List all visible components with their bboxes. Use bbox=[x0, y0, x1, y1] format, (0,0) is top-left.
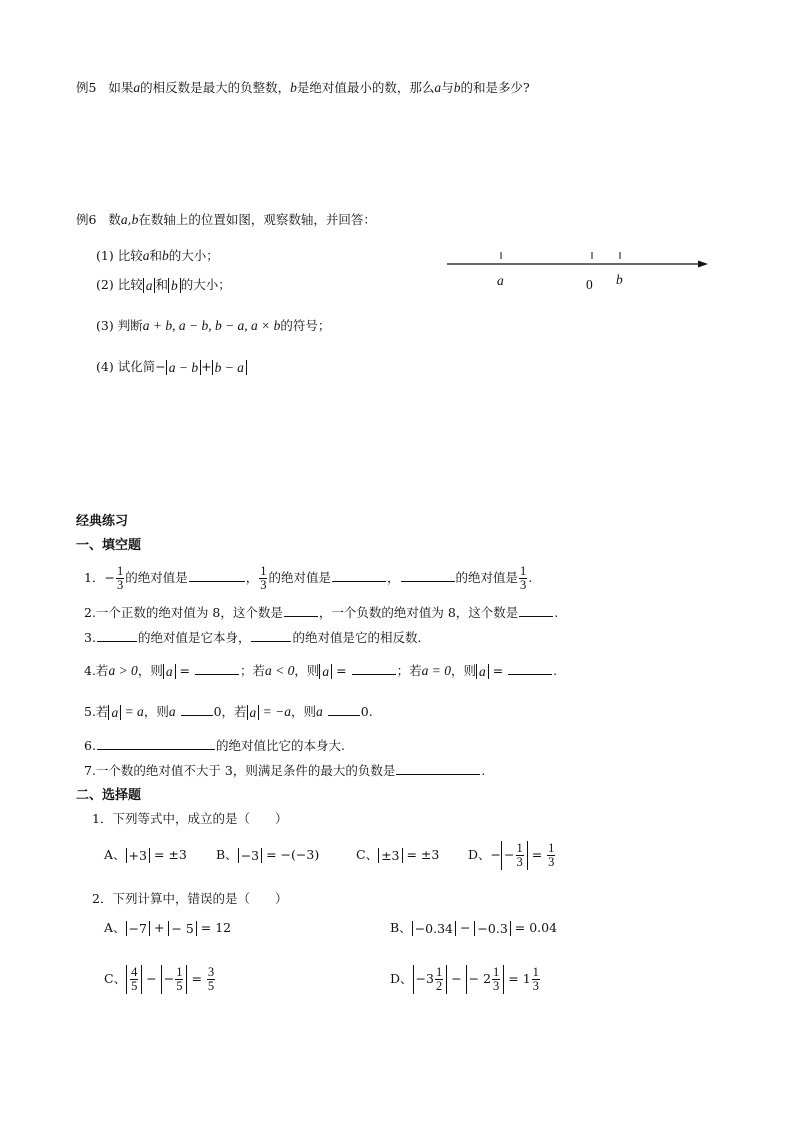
abs-b: b bbox=[168, 278, 181, 293]
var-b: b bbox=[290, 80, 297, 95]
text: ，则 bbox=[294, 663, 320, 678]
text: ；若 bbox=[240, 663, 266, 678]
var-a: a bbox=[168, 704, 176, 719]
minus-sign: − bbox=[490, 847, 502, 862]
abs-value: −7 bbox=[126, 921, 150, 936]
minus-sign: − bbox=[456, 920, 475, 935]
option-label: C、 bbox=[356, 847, 379, 862]
var-a: a bbox=[434, 80, 442, 95]
abs-value bbox=[501, 841, 528, 870]
answer-blank[interactable] bbox=[328, 703, 360, 716]
q-num: (1) bbox=[96, 248, 114, 263]
numerator: 1 bbox=[520, 564, 527, 578]
text: ；若 bbox=[396, 663, 422, 678]
equals: = bbox=[527, 847, 547, 862]
numerator: 1 bbox=[548, 841, 555, 855]
text: 的绝对值是 bbox=[268, 570, 331, 585]
period: . bbox=[528, 570, 533, 585]
number-line bbox=[440, 250, 720, 280]
ex6-question-4 bbox=[96, 358, 247, 376]
abs-a: a bbox=[247, 705, 260, 720]
rhs: = ±3 bbox=[149, 847, 187, 862]
answer-blank[interactable] bbox=[508, 662, 552, 675]
condition: a > 0 bbox=[108, 663, 138, 678]
plus-sign: + bbox=[149, 920, 169, 935]
answer-blank[interactable] bbox=[396, 762, 480, 775]
option-label: D、 bbox=[468, 847, 491, 862]
fraction bbox=[532, 966, 540, 993]
numerator: 3 bbox=[207, 965, 215, 979]
fraction bbox=[435, 966, 443, 993]
equation: = −a bbox=[259, 704, 291, 719]
answer-blank[interactable] bbox=[519, 604, 553, 617]
option-label: B、 bbox=[390, 920, 412, 935]
section-title: 经典练习 bbox=[76, 514, 129, 529]
minus-sign: − bbox=[142, 971, 161, 986]
text: 0，若 bbox=[213, 704, 247, 719]
fraction bbox=[516, 842, 524, 869]
fill-question-1 bbox=[84, 563, 532, 593]
rhs: = −(−3) bbox=[262, 847, 320, 862]
fraction bbox=[207, 966, 215, 993]
abs-a: a bbox=[143, 278, 156, 293]
text: 4.若 bbox=[84, 663, 109, 678]
answer-blank[interactable] bbox=[97, 737, 215, 750]
equals: = bbox=[488, 663, 508, 678]
text: 的绝对值比它的本身大. bbox=[215, 738, 345, 753]
abs-a: a bbox=[108, 705, 121, 720]
text: 和 bbox=[149, 248, 162, 263]
whole-part: − 2 bbox=[468, 971, 492, 986]
text: ，则 bbox=[143, 704, 169, 719]
minus-sign: − bbox=[163, 971, 175, 986]
fraction bbox=[130, 966, 138, 993]
fill-question-6 bbox=[84, 737, 345, 755]
choice-q2-option-d[interactable] bbox=[390, 962, 541, 996]
ex6-question-3 bbox=[96, 317, 330, 335]
fill-question-4 bbox=[84, 662, 557, 680]
equals: = bbox=[332, 663, 351, 678]
equals: = bbox=[175, 663, 194, 678]
choice-question-2-stem: 2．下列计算中，错误的是（ ） bbox=[92, 891, 288, 906]
fraction bbox=[259, 565, 267, 592]
axis-label-zero: 0 bbox=[586, 277, 593, 292]
answer-blank[interactable] bbox=[195, 662, 239, 675]
numerator: 1 bbox=[176, 965, 183, 979]
equals: = 1 bbox=[504, 971, 531, 986]
text: 在数轴上的位置如图，观察数轴，并回答： bbox=[138, 212, 376, 227]
text: 的相反数是最大的负整数， bbox=[140, 80, 291, 95]
equals: = bbox=[187, 971, 206, 986]
example-6 bbox=[76, 211, 376, 229]
q-num: (3) bbox=[96, 318, 114, 333]
example-label: 例6 bbox=[76, 212, 97, 227]
q-num: (2) bbox=[96, 277, 114, 292]
denominator: 5 bbox=[176, 979, 183, 993]
axis-label-a: a bbox=[497, 273, 504, 288]
text: 的符号； bbox=[280, 318, 331, 333]
text: 和 bbox=[155, 277, 168, 292]
text: ，则 bbox=[137, 663, 163, 678]
period: . bbox=[553, 663, 558, 678]
text: 0. bbox=[360, 704, 373, 719]
part-multiple-choice: 二、选择题 bbox=[76, 788, 142, 803]
answer-blank[interactable] bbox=[189, 569, 245, 582]
text: 2.一个正数的绝对值为 8，这个数是 bbox=[84, 605, 283, 620]
abs-value: +3 bbox=[126, 848, 150, 863]
text: ，一个负数的绝对值为 8，这个数是 bbox=[318, 605, 519, 620]
q-num: 3. bbox=[84, 630, 96, 645]
option-label: D、 bbox=[390, 971, 413, 986]
option-label: B、 bbox=[216, 847, 238, 862]
denominator: 3 bbox=[516, 855, 523, 869]
example-label: 例5 bbox=[76, 80, 97, 95]
q-num: 1． bbox=[84, 570, 105, 585]
fraction bbox=[547, 842, 555, 869]
choice-q2-option-b[interactable] bbox=[390, 919, 557, 937]
fraction bbox=[175, 966, 183, 993]
choice-q1-option-b[interactable] bbox=[216, 846, 319, 864]
abs-value: − 5 bbox=[168, 921, 196, 936]
denominator: 3 bbox=[520, 578, 527, 592]
choice-q1-option-a[interactable] bbox=[104, 846, 187, 864]
fraction bbox=[492, 966, 500, 993]
rhs: = 0.04 bbox=[510, 920, 558, 935]
text: 的绝对值是 bbox=[455, 570, 519, 585]
denominator: 3 bbox=[260, 578, 267, 592]
ex6-question-1 bbox=[96, 247, 219, 265]
abs-expr: a − b bbox=[166, 360, 201, 375]
text: 判断 bbox=[117, 318, 143, 333]
plus-sign: + bbox=[201, 359, 212, 374]
comma: ， bbox=[245, 570, 259, 585]
var-b: b bbox=[453, 80, 461, 95]
text: 比较 bbox=[117, 248, 143, 263]
option-label: A、 bbox=[104, 920, 126, 935]
comma: , bbox=[127, 212, 132, 227]
text: 的绝对值是它的相反数. bbox=[292, 630, 422, 645]
fill-question-5 bbox=[84, 703, 373, 721]
abs-a: a bbox=[319, 664, 332, 679]
condition: a = 0 bbox=[421, 663, 451, 678]
answer-blank[interactable] bbox=[401, 569, 455, 582]
abs-value bbox=[413, 965, 448, 994]
fraction bbox=[116, 565, 124, 592]
fraction bbox=[519, 565, 527, 592]
text: 如果 bbox=[108, 80, 134, 95]
answer-blank[interactable] bbox=[352, 662, 396, 675]
text: 5.若 bbox=[84, 704, 109, 719]
text: 的大小； bbox=[180, 277, 231, 292]
denominator: 3 bbox=[493, 979, 500, 993]
text: ，则 bbox=[291, 704, 317, 719]
denominator: 3 bbox=[116, 578, 124, 592]
abs-value: −0.3 bbox=[474, 921, 510, 936]
option-label: C、 bbox=[104, 971, 127, 986]
axis-label-b: b bbox=[616, 272, 623, 287]
numerator: 1 bbox=[532, 965, 539, 979]
answer-blank[interactable] bbox=[284, 604, 318, 617]
condition: a < 0 bbox=[265, 663, 295, 678]
minus-sign: − bbox=[155, 359, 166, 374]
abs-value bbox=[161, 965, 188, 994]
abs-value bbox=[126, 965, 142, 994]
expressions: a + b, a − b, b − a, a × b bbox=[142, 318, 281, 333]
fill-question-3 bbox=[84, 629, 421, 647]
answer-blank[interactable] bbox=[97, 629, 137, 642]
text: 比较 bbox=[117, 277, 143, 292]
minus-sign: − bbox=[447, 971, 466, 986]
text: 是绝对值最小的数，那么 bbox=[296, 80, 435, 95]
text: 7.一个数的绝对值不大于 3，则满足条件的最大的负数是 bbox=[84, 763, 396, 778]
numerator: 1 bbox=[516, 841, 523, 855]
answer-blank[interactable] bbox=[251, 629, 291, 642]
q-num: (4) bbox=[96, 359, 114, 374]
option-label: A、 bbox=[104, 847, 126, 862]
ex6-question-2 bbox=[96, 276, 231, 294]
rhs: = ±3 bbox=[402, 847, 440, 862]
denominator: 2 bbox=[435, 979, 443, 993]
text: 的和是多少? bbox=[460, 80, 530, 95]
answer-blank[interactable] bbox=[332, 569, 386, 582]
var-b: b bbox=[131, 212, 139, 227]
whole-part: −3 bbox=[415, 971, 434, 986]
abs-a: a bbox=[163, 664, 176, 679]
var-b: b bbox=[161, 248, 169, 263]
axis-arrow-icon bbox=[698, 261, 708, 268]
text: 试化简 bbox=[117, 359, 156, 374]
var-a: a bbox=[316, 704, 323, 719]
rhs: = 12 bbox=[196, 920, 232, 935]
denominator: 5 bbox=[207, 979, 215, 993]
denominator: 3 bbox=[548, 855, 555, 869]
fill-question-2 bbox=[84, 604, 558, 622]
part-fill-blank: 一、填空题 bbox=[76, 538, 142, 553]
text: 的绝对值是它本身， bbox=[137, 630, 251, 645]
abs-value: −0.34 bbox=[412, 921, 456, 936]
denominator: 5 bbox=[131, 979, 138, 993]
minus-sign: − bbox=[104, 570, 115, 585]
period: . bbox=[554, 605, 559, 620]
choice-q1-option-d[interactable] bbox=[468, 840, 556, 870]
abs-value bbox=[466, 965, 505, 994]
choice-q2-option-a[interactable] bbox=[104, 919, 231, 937]
numerator: 1 bbox=[493, 965, 500, 979]
text: 的大小； bbox=[168, 248, 219, 263]
numerator: 1 bbox=[435, 965, 443, 979]
denominator: 3 bbox=[532, 979, 539, 993]
comma: ， bbox=[386, 570, 400, 585]
example-5 bbox=[76, 79, 530, 97]
answer-blank[interactable] bbox=[181, 703, 213, 716]
choice-q1-option-c[interactable] bbox=[356, 846, 439, 864]
numerator: 1 bbox=[260, 564, 267, 578]
abs-a: a bbox=[476, 664, 489, 679]
equation: = a bbox=[121, 704, 144, 719]
numerator: 1 bbox=[116, 564, 124, 578]
var-a: a bbox=[120, 212, 128, 227]
var-a: a bbox=[133, 80, 141, 95]
text: 与 bbox=[441, 80, 454, 95]
text: 数 bbox=[108, 212, 121, 227]
minus-sign: − bbox=[504, 847, 515, 862]
text: ，则 bbox=[450, 663, 476, 678]
var-a: a bbox=[142, 248, 150, 263]
abs-value: −3 bbox=[238, 848, 262, 863]
q-num: 6. bbox=[84, 738, 96, 753]
abs-value: ±3 bbox=[378, 848, 402, 863]
fill-question-7 bbox=[84, 762, 485, 780]
numerator: 4 bbox=[131, 965, 138, 979]
choice-question-1-stem: 1．下列等式中，成立的是（ ） bbox=[92, 811, 288, 826]
choice-q2-option-c[interactable] bbox=[104, 962, 216, 996]
abs-expr: b − a bbox=[212, 360, 247, 375]
text: 的绝对值是 bbox=[125, 570, 188, 585]
period: . bbox=[481, 763, 486, 778]
